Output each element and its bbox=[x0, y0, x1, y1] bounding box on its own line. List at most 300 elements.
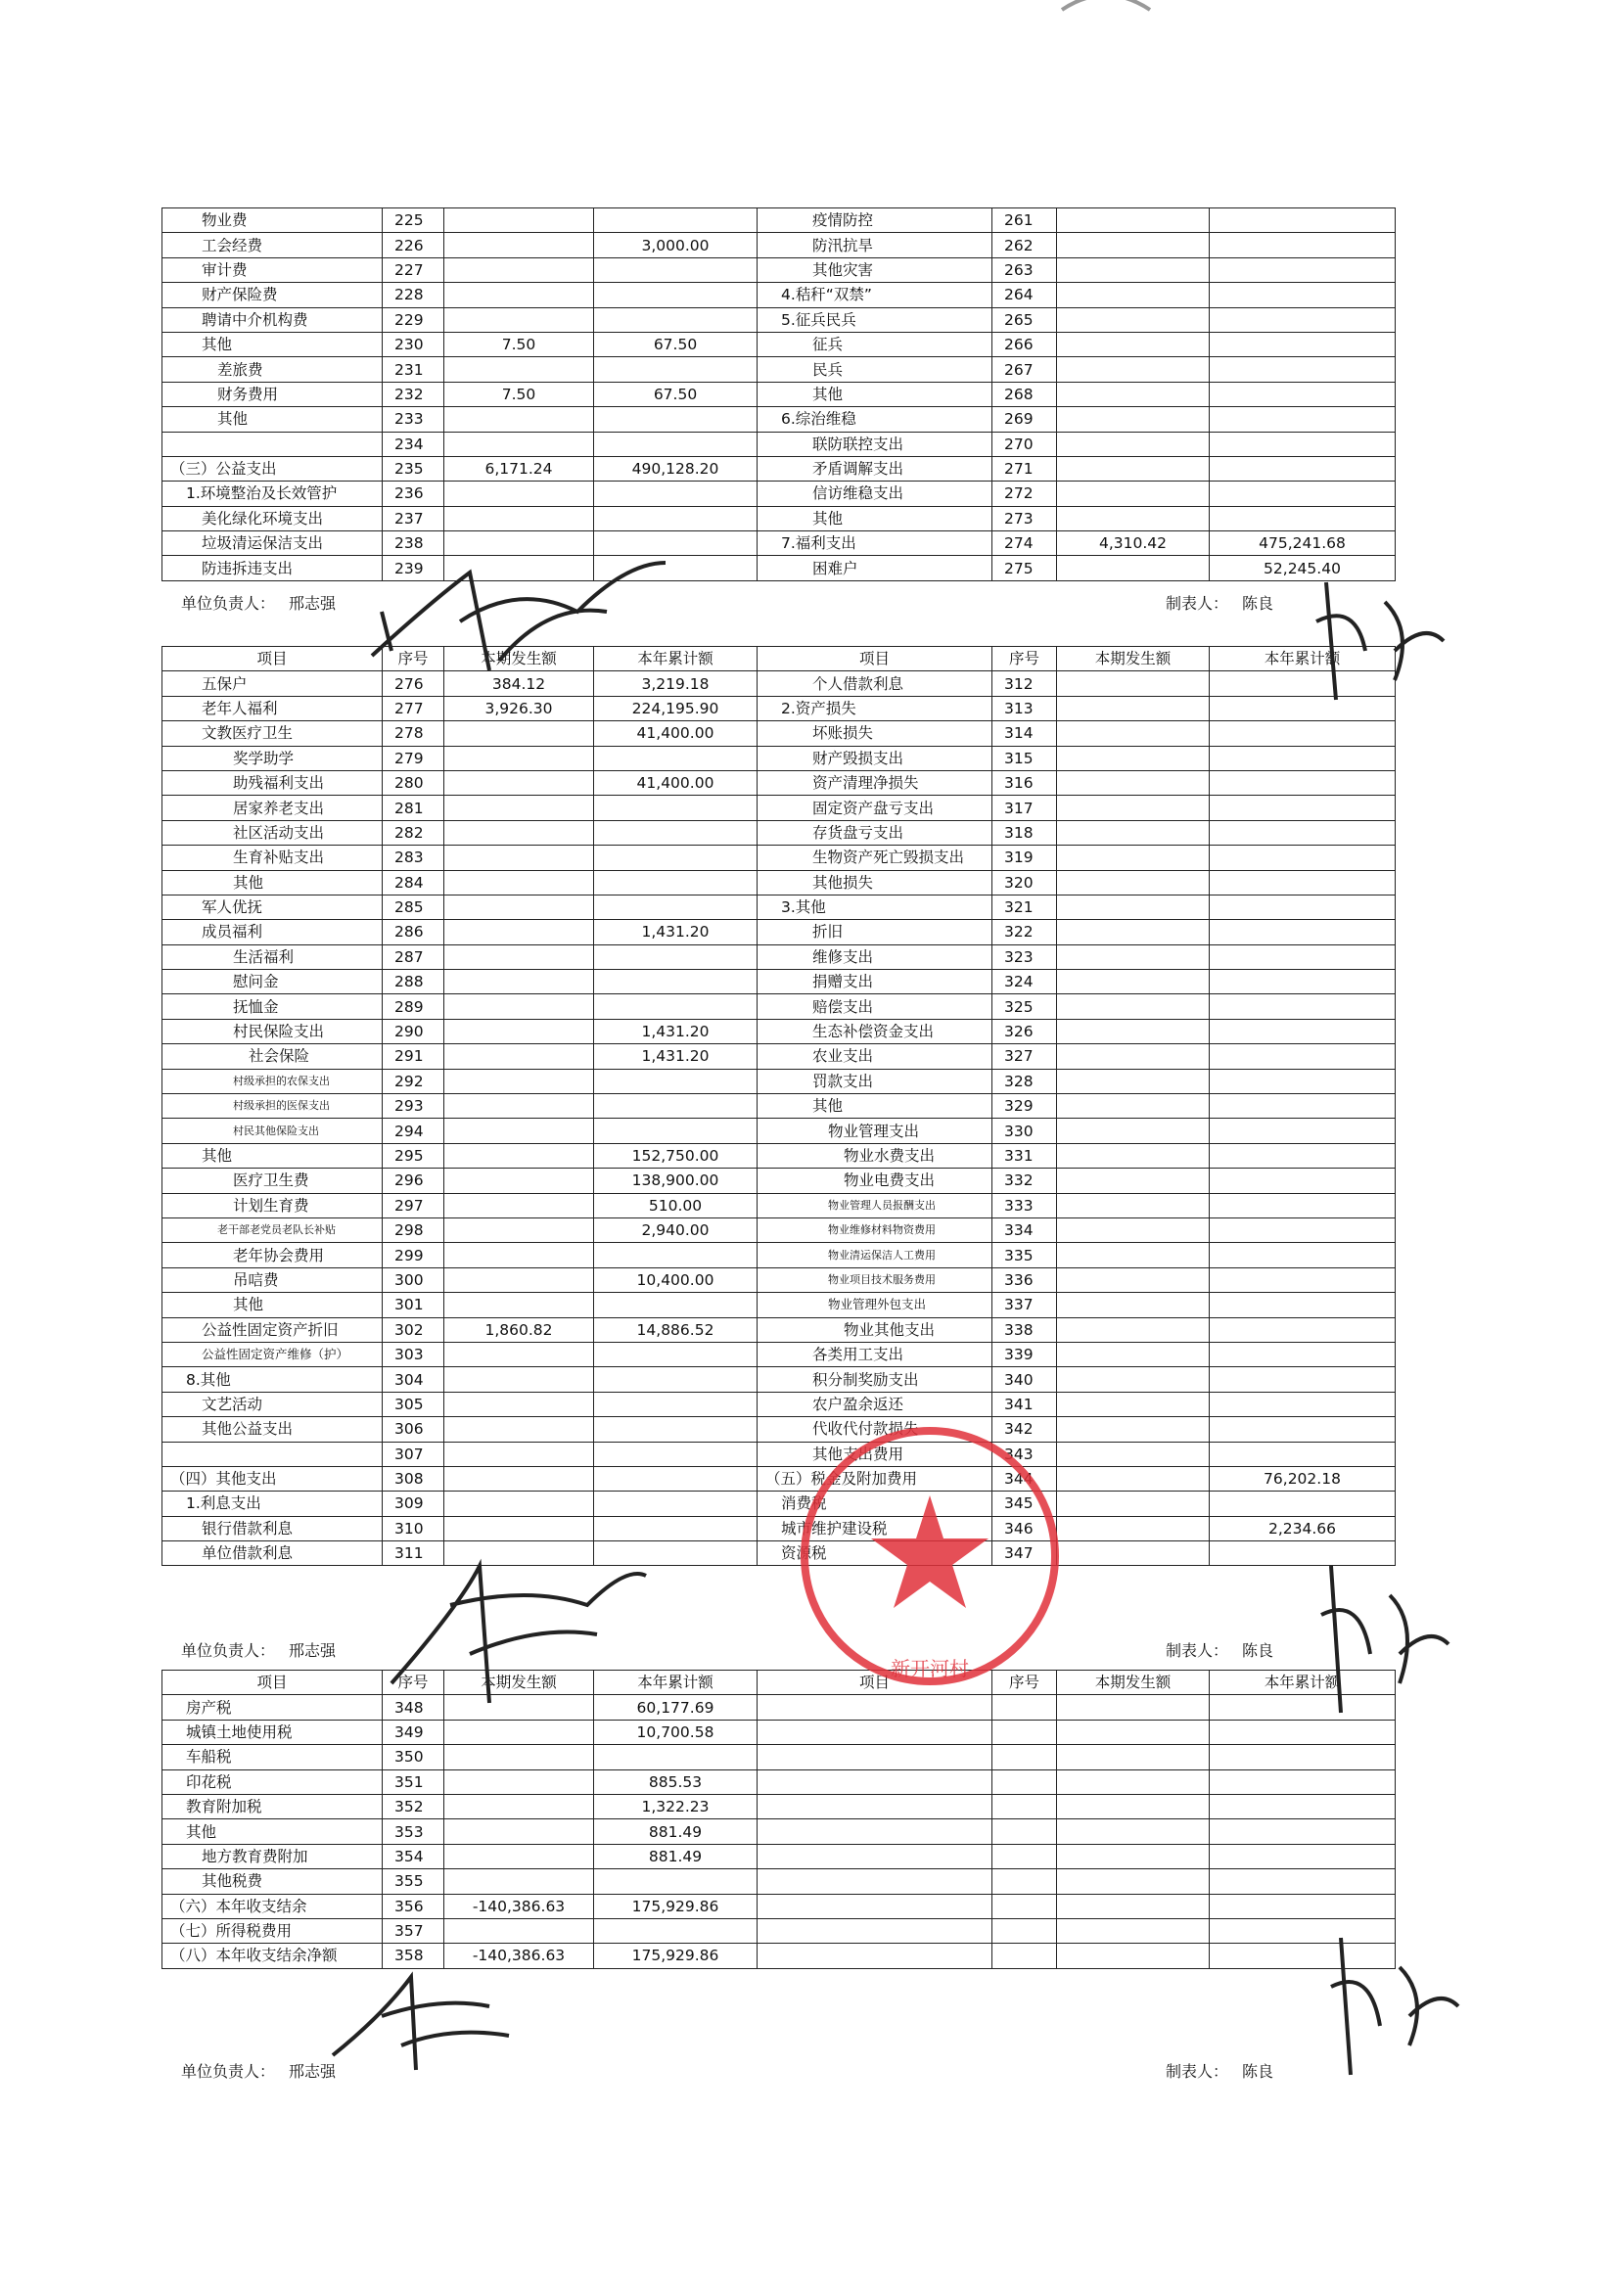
current-amount bbox=[444, 1367, 594, 1392]
item-seq: 321 bbox=[992, 895, 1057, 919]
item-name: 慰问金 bbox=[162, 970, 383, 994]
item-seq: 239 bbox=[383, 556, 444, 580]
item-seq: 332 bbox=[992, 1169, 1057, 1193]
responsible-person bbox=[181, 1638, 336, 1661]
item-seq: 316 bbox=[992, 770, 1057, 795]
table-row bbox=[162, 283, 1396, 307]
item-name: （六）本年收支结余 bbox=[162, 1894, 383, 1918]
item-name: 其他 bbox=[162, 1819, 383, 1844]
current-amount bbox=[444, 531, 594, 556]
current-amount bbox=[1057, 208, 1210, 233]
item-name: 矛盾调解支出 bbox=[758, 456, 992, 481]
responsible-person bbox=[181, 591, 336, 614]
item-seq: 354 bbox=[383, 1844, 444, 1868]
item-name: 城镇土地使用税 bbox=[162, 1720, 383, 1744]
item-name: 五保户 bbox=[162, 671, 383, 696]
item-name bbox=[758, 1769, 992, 1794]
table-row bbox=[162, 1193, 1396, 1217]
item-name: 财产保险费 bbox=[162, 283, 383, 307]
table-row bbox=[162, 1819, 1396, 1844]
table-row bbox=[162, 1695, 1396, 1720]
current-amount bbox=[1057, 1918, 1210, 1943]
ytd-amount bbox=[1210, 456, 1396, 481]
table-row bbox=[162, 1794, 1396, 1818]
ytd-amount: 1,431.20 bbox=[594, 920, 758, 944]
maker-label: 制表人： bbox=[1166, 2062, 1229, 2081]
item-name: 防汛抗旱 bbox=[758, 233, 992, 257]
ytd-amount bbox=[594, 208, 758, 233]
current-amount bbox=[1057, 407, 1210, 432]
item-name: 物业其他支出 bbox=[758, 1317, 992, 1342]
column-header-seq: 序号 bbox=[992, 1671, 1057, 1695]
item-name: 财产毁损支出 bbox=[758, 746, 992, 770]
item-seq: 319 bbox=[992, 846, 1057, 870]
ytd-amount bbox=[1210, 1442, 1396, 1466]
item-seq: 261 bbox=[992, 208, 1057, 233]
current-amount bbox=[1057, 1193, 1210, 1217]
table-row bbox=[162, 1019, 1396, 1043]
ytd-amount bbox=[1210, 332, 1396, 356]
item-seq: 271 bbox=[992, 456, 1057, 481]
ytd-amount bbox=[594, 1417, 758, 1442]
current-amount bbox=[1057, 1019, 1210, 1043]
ytd-amount bbox=[1210, 846, 1396, 870]
table-row bbox=[162, 1267, 1396, 1292]
ytd-amount bbox=[1210, 307, 1396, 332]
current-amount bbox=[444, 1844, 594, 1868]
ytd-amount bbox=[594, 846, 758, 870]
item-name: 吊唁费 bbox=[162, 1267, 383, 1292]
ytd-amount bbox=[594, 870, 758, 895]
item-seq: 323 bbox=[992, 944, 1057, 969]
current-amount bbox=[444, 1794, 594, 1818]
current-amount bbox=[1057, 1869, 1210, 1894]
item-seq: 303 bbox=[383, 1342, 444, 1366]
item-seq: 308 bbox=[383, 1466, 444, 1491]
ytd-amount bbox=[594, 1516, 758, 1540]
ytd-amount: 490,128.20 bbox=[594, 456, 758, 481]
current-amount bbox=[1057, 432, 1210, 456]
item-seq: 330 bbox=[992, 1119, 1057, 1143]
current-amount bbox=[1057, 1044, 1210, 1069]
current-amount bbox=[444, 1019, 594, 1043]
table-header-row bbox=[162, 1671, 1396, 1695]
column-header-item: 项目 bbox=[162, 647, 383, 671]
table-row bbox=[162, 1516, 1396, 1540]
ytd-amount: 67.50 bbox=[594, 382, 758, 406]
report-table bbox=[161, 646, 1396, 1566]
item-name: 农户盈余返还 bbox=[758, 1392, 992, 1416]
ytd-amount bbox=[1210, 1794, 1396, 1818]
current-amount bbox=[444, 1392, 594, 1416]
maker-label: 制表人： bbox=[1166, 1641, 1229, 1660]
responsible-person bbox=[181, 2059, 336, 2082]
current-amount bbox=[444, 208, 594, 233]
item-seq bbox=[992, 1720, 1057, 1744]
item-seq: 288 bbox=[383, 970, 444, 994]
current-amount bbox=[1057, 1695, 1210, 1720]
maker-name: 陈良 bbox=[1242, 594, 1274, 613]
table-row bbox=[162, 1119, 1396, 1143]
ytd-amount bbox=[594, 506, 758, 530]
ytd-amount: 1,322.23 bbox=[594, 1794, 758, 1818]
item-seq: 273 bbox=[992, 506, 1057, 530]
item-seq: 290 bbox=[383, 1019, 444, 1043]
ytd-amount: 1,431.20 bbox=[594, 1019, 758, 1043]
item-seq: 279 bbox=[383, 746, 444, 770]
column-header-cur: 本期发生额 bbox=[1057, 1671, 1210, 1695]
table-row bbox=[162, 696, 1396, 720]
ytd-amount bbox=[594, 283, 758, 307]
maker-name: 陈良 bbox=[1242, 1641, 1274, 1660]
current-amount bbox=[444, 895, 594, 919]
table-row bbox=[162, 746, 1396, 770]
table-row bbox=[162, 233, 1396, 257]
ytd-amount: 224,195.90 bbox=[594, 696, 758, 720]
item-seq: 302 bbox=[383, 1317, 444, 1342]
item-name: 物业维修材料物资费用 bbox=[758, 1217, 992, 1242]
item-name bbox=[758, 1844, 992, 1868]
table-row bbox=[162, 1492, 1396, 1516]
scan-artifact-mark bbox=[1057, 0, 1155, 29]
item-seq: 315 bbox=[992, 746, 1057, 770]
item-seq: 358 bbox=[383, 1944, 444, 1968]
current-amount bbox=[444, 970, 594, 994]
item-seq: 269 bbox=[992, 407, 1057, 432]
item-seq: 348 bbox=[383, 1695, 444, 1720]
item-seq: 334 bbox=[992, 1217, 1057, 1242]
item-name bbox=[758, 1745, 992, 1769]
current-amount bbox=[444, 1243, 594, 1267]
item-seq: 287 bbox=[383, 944, 444, 969]
item-seq: 291 bbox=[383, 1044, 444, 1069]
report-table bbox=[161, 207, 1396, 581]
ytd-amount: 10,400.00 bbox=[594, 1267, 758, 1292]
item-seq: 322 bbox=[992, 920, 1057, 944]
ytd-amount bbox=[1210, 1417, 1396, 1442]
column-header-ytd: 本年累计额 bbox=[594, 647, 758, 671]
table-row bbox=[162, 1918, 1396, 1943]
item-name: 抚恤金 bbox=[162, 994, 383, 1019]
table-row bbox=[162, 1044, 1396, 1069]
table-row bbox=[162, 456, 1396, 481]
ytd-amount bbox=[594, 1293, 758, 1317]
item-name: 其他 bbox=[758, 1094, 992, 1119]
item-name: 物业电费支出 bbox=[758, 1169, 992, 1193]
item-name: 美化绿化环境支出 bbox=[162, 506, 383, 530]
ytd-amount bbox=[1210, 1695, 1396, 1720]
current-amount bbox=[444, 482, 594, 506]
current-amount bbox=[444, 1094, 594, 1119]
ytd-amount bbox=[594, 407, 758, 432]
current-amount bbox=[1057, 770, 1210, 795]
ytd-amount bbox=[1210, 970, 1396, 994]
item-name: 物业清运保洁人工费用 bbox=[758, 1243, 992, 1267]
item-name: 征兵 bbox=[758, 332, 992, 356]
ytd-amount bbox=[1210, 721, 1396, 746]
ytd-amount bbox=[1210, 1367, 1396, 1392]
current-amount bbox=[1057, 1769, 1210, 1794]
current-amount bbox=[1057, 920, 1210, 944]
current-amount bbox=[1057, 1293, 1210, 1317]
current-amount bbox=[444, 1541, 594, 1566]
item-name bbox=[758, 1695, 992, 1720]
item-seq bbox=[992, 1769, 1057, 1794]
current-amount bbox=[1057, 1442, 1210, 1466]
item-name: 计划生育费 bbox=[162, 1193, 383, 1217]
ytd-amount bbox=[594, 1442, 758, 1466]
current-amount bbox=[1057, 1317, 1210, 1342]
current-amount bbox=[1057, 721, 1210, 746]
table-row bbox=[162, 1541, 1396, 1566]
current-amount bbox=[1057, 382, 1210, 406]
current-amount bbox=[1057, 1094, 1210, 1119]
current-amount bbox=[1057, 1217, 1210, 1242]
item-seq bbox=[992, 1819, 1057, 1844]
item-seq: 324 bbox=[992, 970, 1057, 994]
item-seq: 349 bbox=[383, 1720, 444, 1744]
ytd-amount bbox=[1210, 1019, 1396, 1043]
ytd-amount bbox=[594, 1069, 758, 1093]
item-name: 物业费 bbox=[162, 208, 383, 233]
item-name: 赔偿支出 bbox=[758, 994, 992, 1019]
item-name: 居家养老支出 bbox=[162, 796, 383, 820]
item-seq: 336 bbox=[992, 1267, 1057, 1292]
ytd-amount bbox=[1210, 1894, 1396, 1918]
ytd-amount bbox=[1210, 920, 1396, 944]
item-seq: 335 bbox=[992, 1243, 1057, 1267]
table-row bbox=[162, 332, 1396, 356]
ytd-amount bbox=[1210, 407, 1396, 432]
current-amount bbox=[444, 770, 594, 795]
item-name: 村级承担的医保支出 bbox=[162, 1094, 383, 1119]
report-table bbox=[161, 1670, 1396, 1969]
item-seq: 314 bbox=[992, 721, 1057, 746]
item-name: 积分制奖励支出 bbox=[758, 1367, 992, 1392]
current-amount bbox=[1057, 1417, 1210, 1442]
current-amount bbox=[1057, 482, 1210, 506]
column-header-cur: 本期发生额 bbox=[444, 647, 594, 671]
item-name: 信访维稳支出 bbox=[758, 482, 992, 506]
table-row bbox=[162, 1367, 1396, 1392]
ytd-amount bbox=[1210, 944, 1396, 969]
item-seq bbox=[992, 1695, 1057, 1720]
item-seq: 233 bbox=[383, 407, 444, 432]
current-amount bbox=[444, 257, 594, 282]
report-maker bbox=[1166, 1638, 1273, 1661]
report-maker bbox=[1166, 591, 1273, 614]
ytd-amount bbox=[594, 1466, 758, 1491]
item-name: 其他 bbox=[758, 506, 992, 530]
item-seq: 263 bbox=[992, 257, 1057, 282]
item-seq: 283 bbox=[383, 846, 444, 870]
ytd-amount bbox=[594, 895, 758, 919]
current-amount: 6,171.24 bbox=[444, 456, 594, 481]
current-amount bbox=[444, 1745, 594, 1769]
item-name bbox=[758, 1944, 992, 1968]
current-amount bbox=[444, 432, 594, 456]
table-row bbox=[162, 1293, 1396, 1317]
current-amount bbox=[444, 307, 594, 332]
item-name: （五）税金及附加费用 bbox=[758, 1466, 992, 1491]
item-seq: 306 bbox=[383, 1417, 444, 1442]
item-seq: 226 bbox=[383, 233, 444, 257]
table-row bbox=[162, 1944, 1396, 1968]
item-name: 民兵 bbox=[758, 357, 992, 382]
item-seq bbox=[992, 1794, 1057, 1818]
item-seq: 228 bbox=[383, 283, 444, 307]
current-amount bbox=[1057, 1844, 1210, 1868]
item-seq: 345 bbox=[992, 1492, 1057, 1516]
ytd-amount bbox=[1210, 820, 1396, 845]
item-name: 成员福利 bbox=[162, 920, 383, 944]
column-header-ytd: 本年累计额 bbox=[1210, 1671, 1396, 1695]
item-name: 其他 bbox=[758, 382, 992, 406]
item-name: 物业水费支出 bbox=[758, 1143, 992, 1168]
current-amount bbox=[444, 1169, 594, 1193]
item-seq: 231 bbox=[383, 357, 444, 382]
current-amount bbox=[1057, 307, 1210, 332]
report-section-1 bbox=[161, 207, 1395, 581]
item-seq bbox=[992, 1894, 1057, 1918]
ytd-amount: 3,219.18 bbox=[594, 671, 758, 696]
current-amount bbox=[444, 1044, 594, 1069]
table-row bbox=[162, 671, 1396, 696]
item-seq: 286 bbox=[383, 920, 444, 944]
ytd-amount: 2,940.00 bbox=[594, 1217, 758, 1242]
item-seq bbox=[992, 1844, 1057, 1868]
item-seq: 311 bbox=[383, 1541, 444, 1566]
ytd-amount bbox=[594, 357, 758, 382]
item-seq: 272 bbox=[992, 482, 1057, 506]
item-name: 罚款支出 bbox=[758, 1069, 992, 1093]
table-row bbox=[162, 506, 1396, 530]
table-row bbox=[162, 1417, 1396, 1442]
ytd-amount bbox=[594, 1492, 758, 1516]
item-seq: 328 bbox=[992, 1069, 1057, 1093]
ytd-amount: 1,431.20 bbox=[594, 1044, 758, 1069]
item-name: 垃圾清运保洁支出 bbox=[162, 531, 383, 556]
current-amount bbox=[1057, 1119, 1210, 1143]
item-name: 捐赠支出 bbox=[758, 970, 992, 994]
item-name: 城市维护建设税 bbox=[758, 1516, 992, 1540]
current-amount bbox=[444, 506, 594, 530]
item-seq: 342 bbox=[992, 1417, 1057, 1442]
ytd-amount bbox=[1210, 233, 1396, 257]
item-name: 公益性固定资产折旧 bbox=[162, 1317, 383, 1342]
item-seq bbox=[992, 1918, 1057, 1943]
item-name bbox=[162, 432, 383, 456]
item-seq: 294 bbox=[383, 1119, 444, 1143]
item-seq: 267 bbox=[992, 357, 1057, 382]
item-name: 生活福利 bbox=[162, 944, 383, 969]
item-seq: 341 bbox=[992, 1392, 1057, 1416]
maker-label: 制表人： bbox=[1166, 594, 1229, 613]
item-name: 其他 bbox=[162, 1293, 383, 1317]
ytd-amount bbox=[1210, 696, 1396, 720]
current-amount bbox=[444, 1119, 594, 1143]
item-seq: 304 bbox=[383, 1367, 444, 1392]
column-header-cur: 本期发生额 bbox=[444, 1671, 594, 1695]
ytd-amount: 881.49 bbox=[594, 1844, 758, 1868]
current-amount bbox=[444, 1293, 594, 1317]
item-seq: 274 bbox=[992, 531, 1057, 556]
ytd-amount bbox=[1210, 482, 1396, 506]
responsible-label: 单位负责人： bbox=[181, 594, 276, 613]
current-amount bbox=[1057, 1944, 1210, 1968]
item-seq: 275 bbox=[992, 556, 1057, 580]
table-row bbox=[162, 1342, 1396, 1366]
ytd-amount bbox=[1210, 1819, 1396, 1844]
item-seq: 237 bbox=[383, 506, 444, 530]
responsible-name: 邢志强 bbox=[289, 1641, 337, 1660]
current-amount bbox=[1057, 1894, 1210, 1918]
ytd-amount bbox=[1210, 1342, 1396, 1366]
table-row bbox=[162, 1069, 1396, 1093]
table-row bbox=[162, 1466, 1396, 1491]
item-seq: 297 bbox=[383, 1193, 444, 1217]
current-amount bbox=[1057, 1745, 1210, 1769]
current-amount bbox=[444, 721, 594, 746]
table-header-row bbox=[162, 647, 1396, 671]
item-name: 审计费 bbox=[162, 257, 383, 282]
current-amount bbox=[1057, 556, 1210, 580]
table-row bbox=[162, 820, 1396, 845]
table-row bbox=[162, 770, 1396, 795]
current-amount bbox=[444, 1918, 594, 1943]
ytd-amount bbox=[1210, 1293, 1396, 1317]
current-amount: -140,386.63 bbox=[444, 1944, 594, 1968]
table-row bbox=[162, 531, 1396, 556]
item-seq: 355 bbox=[383, 1869, 444, 1894]
item-name: 6.综治维稳 bbox=[758, 407, 992, 432]
ytd-amount bbox=[1210, 895, 1396, 919]
item-seq: 268 bbox=[992, 382, 1057, 406]
item-name: 代收代付款损失 bbox=[758, 1417, 992, 1442]
ytd-amount: 3,000.00 bbox=[594, 233, 758, 257]
signature-footer bbox=[161, 2056, 1395, 2086]
current-amount: 7.50 bbox=[444, 382, 594, 406]
item-name: 防违拆违支出 bbox=[162, 556, 383, 580]
ytd-amount bbox=[1210, 257, 1396, 282]
item-name: （八）本年收支结余净额 bbox=[162, 1944, 383, 1968]
current-amount bbox=[1057, 796, 1210, 820]
ytd-amount bbox=[1210, 432, 1396, 456]
current-amount bbox=[1057, 1143, 1210, 1168]
maker-name: 陈良 bbox=[1242, 2062, 1274, 2081]
item-seq: 347 bbox=[992, 1541, 1057, 1566]
current-amount bbox=[1057, 506, 1210, 530]
item-name: 奖学助学 bbox=[162, 746, 383, 770]
item-seq: 326 bbox=[992, 1019, 1057, 1043]
item-name: 存货盘亏支出 bbox=[758, 820, 992, 845]
current-amount bbox=[1057, 1342, 1210, 1366]
item-name: 疫情防控 bbox=[758, 208, 992, 233]
current-amount bbox=[444, 1466, 594, 1491]
ytd-amount: 510.00 bbox=[594, 1193, 758, 1217]
item-name: 村民保险支出 bbox=[162, 1019, 383, 1043]
current-amount bbox=[1057, 1819, 1210, 1844]
current-amount: 384.12 bbox=[444, 671, 594, 696]
item-seq: 310 bbox=[383, 1516, 444, 1540]
current-amount bbox=[1057, 332, 1210, 356]
current-amount bbox=[444, 1069, 594, 1093]
item-seq: 309 bbox=[383, 1492, 444, 1516]
table-row bbox=[162, 1243, 1396, 1267]
current-amount bbox=[444, 746, 594, 770]
item-name: 军人优抚 bbox=[162, 895, 383, 919]
table-row bbox=[162, 870, 1396, 895]
